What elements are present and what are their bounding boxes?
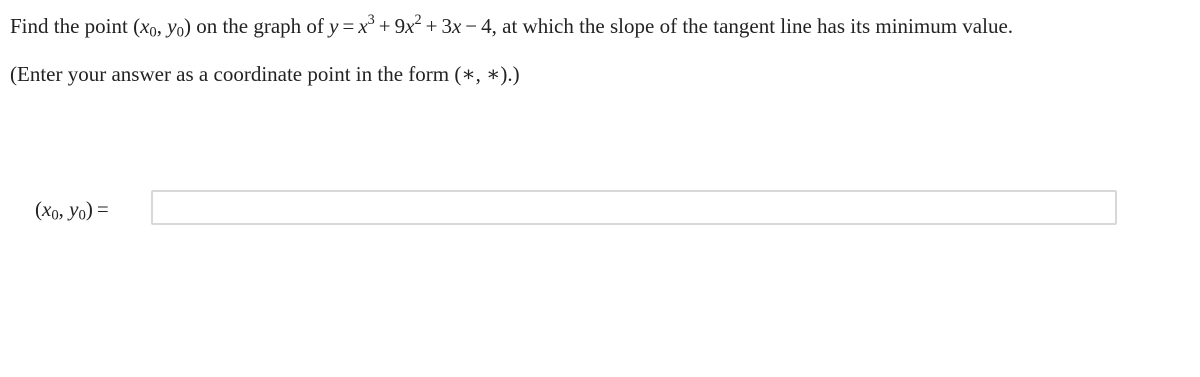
instruction-after: .): [507, 62, 520, 86]
answer-label: [35, 195, 113, 223]
equation-y: y: [329, 14, 339, 38]
question-suffix: , at which the slope of the tangent line has its minimum value.: [491, 14, 1014, 38]
answer-y-subscript: 0: [78, 207, 86, 224]
equation-constant: 4: [481, 14, 492, 38]
point-comma: ,: [156, 14, 168, 38]
point-x-subscript: 0: [149, 24, 157, 41]
equation-exponent-3: 3: [367, 12, 375, 29]
point-x-variable: x: [140, 14, 150, 38]
instruction-text: [10, 60, 520, 88]
point-open-paren: (: [133, 14, 141, 38]
equation-plus-1: +: [378, 14, 391, 38]
equation-plus-2: +: [425, 14, 438, 38]
answer-x-variable: x: [42, 197, 52, 221]
answer-y-variable: y: [69, 197, 79, 221]
equation-exponent-2: 2: [414, 12, 422, 29]
answer-input[interactable]: [151, 190, 1117, 225]
point-y-variable: y: [167, 14, 177, 38]
equation-x-squared: x: [405, 14, 415, 38]
answer-open-paren: (: [35, 197, 42, 221]
point-close-paren: ): [183, 14, 191, 38]
point-y-subscript: 0: [176, 24, 184, 41]
equation-coef-9: 9: [394, 14, 406, 38]
answer-close-paren: ): [85, 197, 93, 221]
equation-minus: −: [465, 14, 478, 38]
equation-x-linear: x: [451, 14, 462, 38]
equation-coef-3: 3: [441, 14, 452, 38]
question-prefix: Find the point: [10, 14, 134, 38]
instruction-before: (Enter your answer as a coordinate point in the form: [10, 62, 455, 86]
answer-x-subscript: 0: [51, 207, 59, 224]
equation-equals: =: [342, 14, 355, 38]
equation-x-cubed: x: [358, 14, 368, 38]
answer-comma: ,: [58, 197, 70, 221]
answer-equals: =: [96, 197, 109, 221]
question-mid-text: on the graph of: [190, 14, 330, 38]
question-text: [10, 12, 1013, 40]
instruction-form: (∗, ∗): [454, 62, 508, 86]
